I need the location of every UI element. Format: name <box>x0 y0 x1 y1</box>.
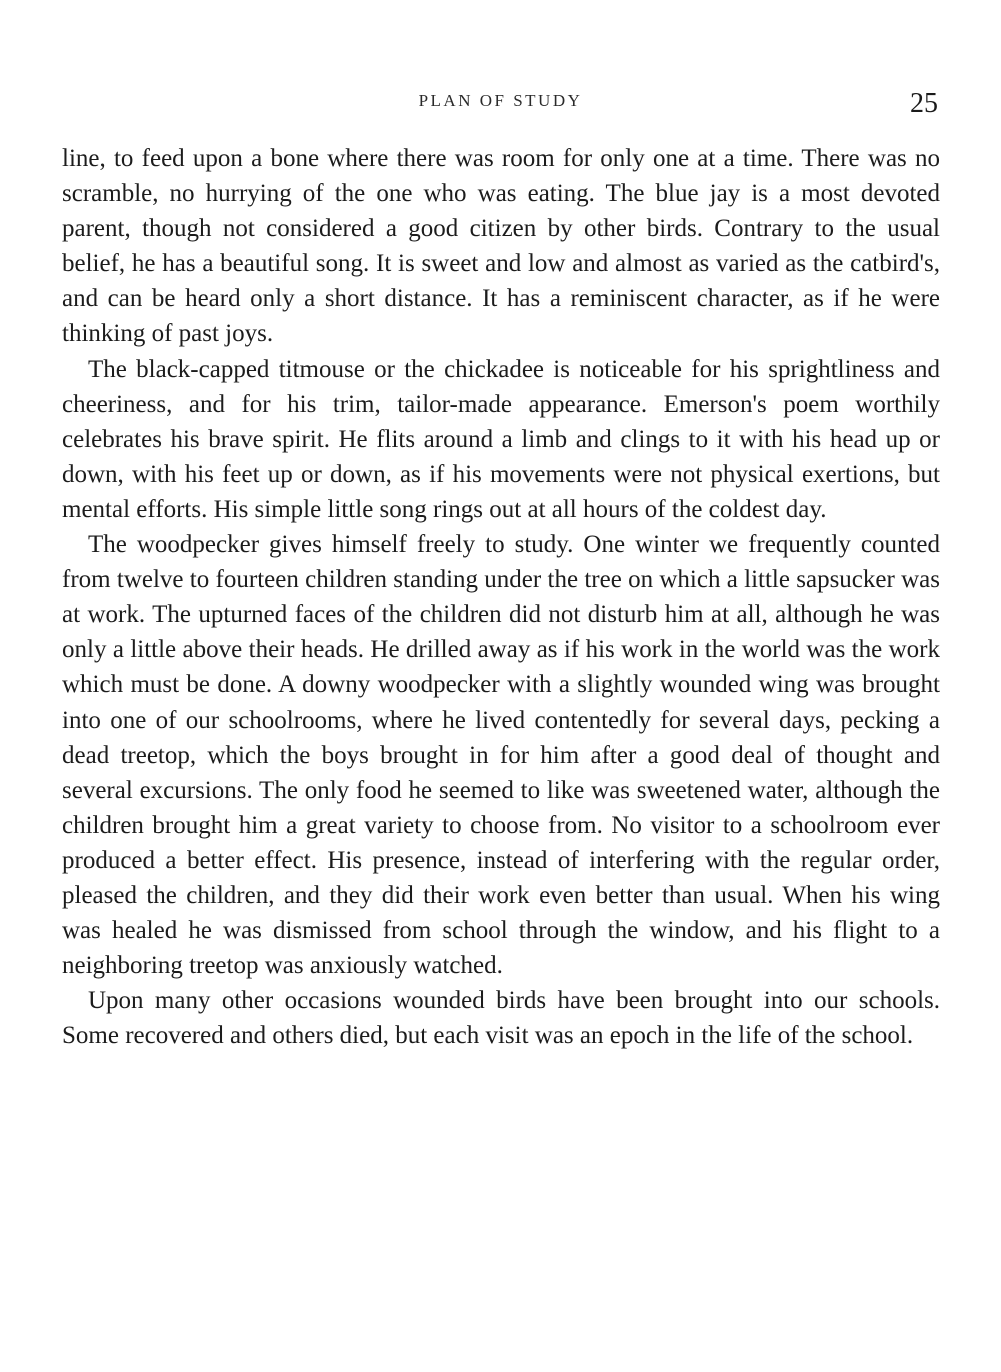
paragraph-chickadee: The black-capped titmouse or the chickadee is noticeable for his sprightliness and cheeriness, and for his trim, tailor-made appearance. Emerson's poem worthily celebrates his brave spirit. He flits around a limb and clings to it with his head up or down, with his feet up or down, as if his movements were not physical exertions, but mental efforts. His simple little song rings out at all hours of the coldest day. <box>62 355 940 523</box>
paragraph-continuation: line, to feed upon a bone where there was room for only one at a time. There was no scramble, no hurrying of the one who was eating. The blue jay is a most devoted parent, though not considered a good citizen by other birds. Contrary to the usual belief, he has a beautiful song. It is sweet and low and almost as varied as the catbird's, and can be heard only a short distance. It has a reminiscent character, as if he were thinking of past joys. <box>62 145 940 348</box>
paragraph-wounded-birds: Upon many other occasions wounded birds have been brought into our schools. Some recovered and others died, but each visit was an epoch in the life of the school. <box>62 987 940 1050</box>
paragraph-woodpecker: The woodpecker gives himself freely to study. One winter we frequently counted from twelve to fourteen children standing under the tree on which a little sapsucker was at work. The upturned faces of the children did not disturb him at all, although he was only a little above their heads. He drilled away as if his work in the world was the work which must be done. A downy woodpecker with a slightly wounded wing was brought into one of our schoolrooms, where he lived contentedly for several days, pecking a dead treetop, which the boys brought in for him after a good deal of thought and several excursions. The only food he seemed to like was sweetened water, although the children brought him a great variety to choose from. No visitor to a schoolroom ever produced a better effect. His presence, instead of interfering with the regular order, pleased the children, and they did their work even better than usual. When his wing was healed he was dismissed from school through the window, and his flight to a neighboring treetop was anxiously watched. <box>62 531 940 980</box>
running-head: PLAN OF STUDY <box>418 91 583 110</box>
body-text <box>62 141 940 1053</box>
page-number: 25 <box>910 88 938 119</box>
